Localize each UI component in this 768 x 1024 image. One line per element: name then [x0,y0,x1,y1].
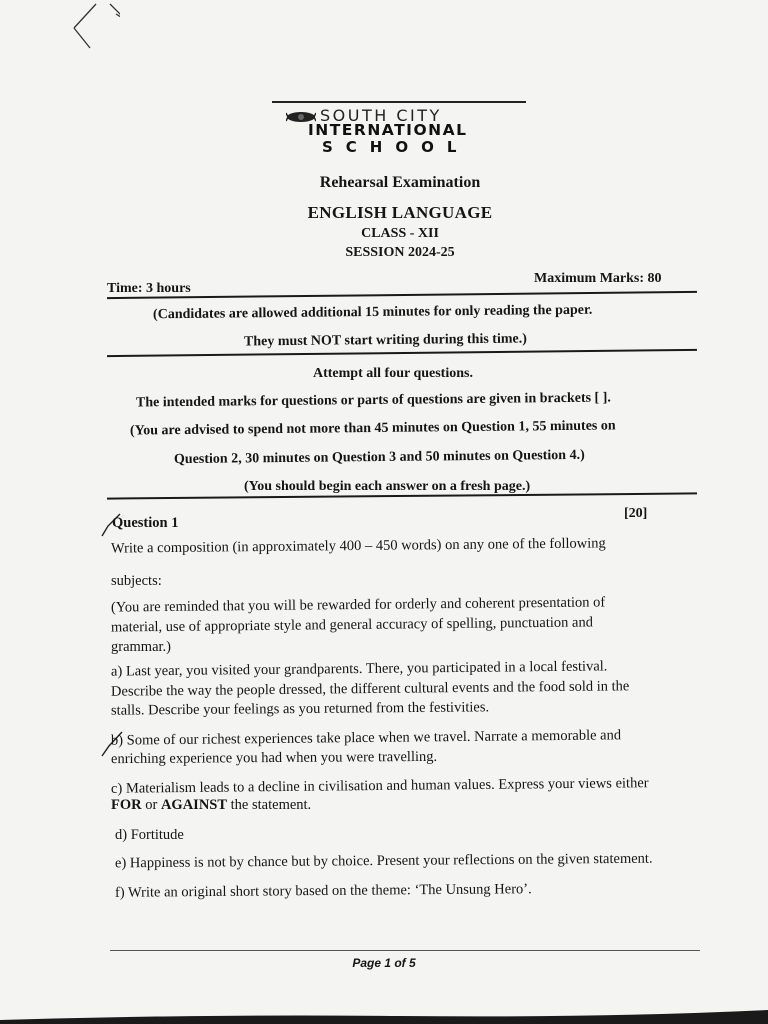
maximum-marks: Maximum Marks: 80 [534,271,662,286]
option-d: d) Fortitude [115,827,184,843]
statement-text: the statement. [227,797,312,813]
question-1-prompt-line1: Write a composition (in approximately 400 – 450 words) on any one of the following [110,535,606,557]
scan-edge-shadow [0,1000,768,1024]
reminder-line1: (You are reminded that you will be rewarded for orderly and coherent presentation of [110,594,606,616]
attempt-instruction: Attempt all four questions. [313,366,473,381]
divider [107,349,697,357]
option-a-line1: a) Last year, you visited your grandparents. There, you participated in a local festival. [110,658,608,680]
fresh-page-instruction: (You should begin each answer on a fresh page.) [244,479,531,494]
for-emphasis: FOR [111,797,142,813]
reminder-line2: material, use of appropriate style and general accuracy of spelling, punctuation and [110,614,594,636]
question-1-heading: Question 1 [112,515,179,531]
footer-rule [110,950,700,951]
time-advice-line1: (You are advised to spend not more than 45 minutes on Question 1, 55 minutes on [129,418,616,439]
exam-session: SESSION 2024-25 [345,245,455,260]
logo-top-rule [272,101,526,103]
question-1-marks: [20] [624,506,648,521]
option-a-line2: Describe the way the people dressed, the different cultural events and the food sold in the [110,678,630,700]
school-name-line3: SCHOOL [322,138,470,156]
against-emphasis: AGAINST [160,797,228,813]
time-advice-line2: Question 2, 30 minutes on Question 3 and 50 minutes on Question 4.) [173,447,585,468]
option-f: f) Write an original short story based on the theme: ‘The Unsung Hero’. [114,881,532,901]
reading-time-line2: They must NOT start writing during this time.) [243,331,527,350]
reminder-line3: grammar.) [111,639,171,655]
option-e: e) Happiness is not by chance but by choice. Present your reflections on the given statement. [114,850,653,872]
exam-subject: ENGLISH LANGUAGE [307,203,493,222]
page-number: Page 1 of 5 [352,956,416,970]
option-a-line3: stalls. Describe your feelings as you returned from the festivities. [110,699,490,719]
divider [107,291,697,299]
option-b-line1: b) Some of our richest experiences take place when we travel. Narrate a memorable and [110,727,622,749]
exam-title: Rehearsal Examination [319,174,481,191]
option-b-line2: enriching experience you had when you were travelling. [110,748,438,768]
school-name-line2: INTERNATIONAL [308,121,468,139]
exam-class: CLASS - XII [361,226,439,241]
option-c-line2 [111,797,311,814]
question-1-prompt-line2: subjects: [111,573,162,589]
option-c-line1: c) Materialism leads to a decline in civilisation and human values. Express your views either [110,775,649,797]
school-name-line1: SOUTH CITY [320,106,442,125]
marks-instruction: The intended marks for questions or parts of questions are given in brackets [ ]. [135,390,611,411]
corner-scribble [30,0,120,60]
time-allowed: Time: 3 hours [107,281,191,296]
reading-time-line1: (Candidates are allowed additional 15 minutes for only reading the paper. [152,302,593,323]
or-text: or [141,797,161,813]
